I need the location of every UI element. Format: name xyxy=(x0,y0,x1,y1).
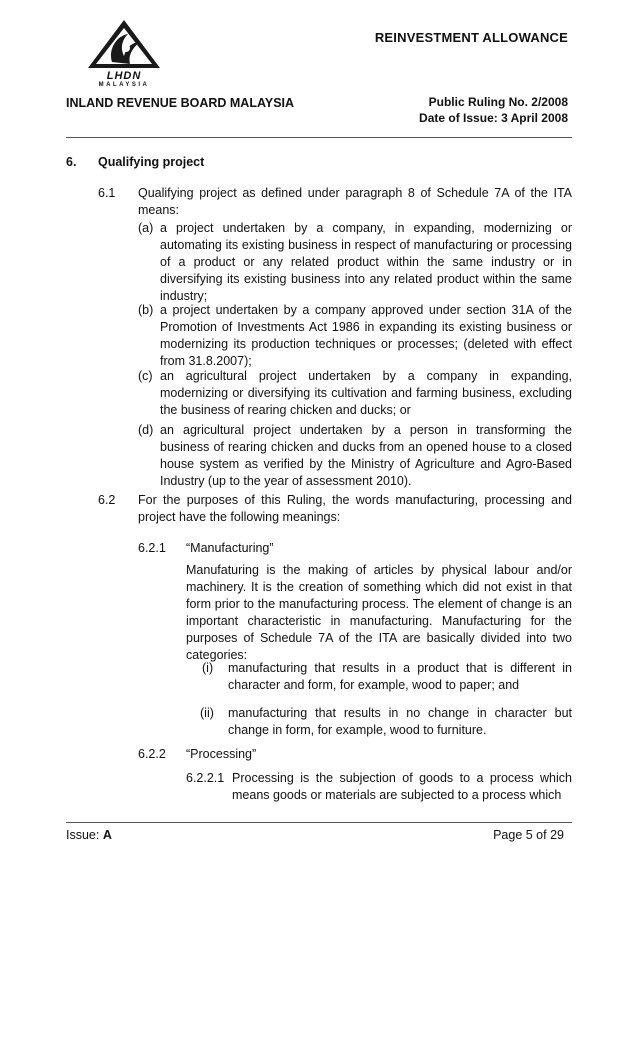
subsubsection-number: 6.2.2.1 xyxy=(186,771,225,785)
logo-emblem-icon xyxy=(86,18,162,76)
header-divider xyxy=(66,137,572,138)
logo-subtext: MALAYSIA xyxy=(98,82,150,88)
list-item-text: an agricultural project undertaken by a company in expanding, modernizing or diversifying its cultivation and farming business, excluding the business of rearing chicken and ducks; or xyxy=(160,369,572,417)
subsection-number: 6.2.2 xyxy=(138,747,166,761)
paragraph-number: 6.2 xyxy=(98,493,116,507)
subsection-title: “Processing” xyxy=(186,747,257,761)
logo-text: LHDN xyxy=(106,70,142,82)
lhdn-logo xyxy=(86,18,162,88)
list-item-label: (a) xyxy=(138,221,154,235)
page-number: Page 5 of 29 xyxy=(493,828,564,842)
paragraph-text: Qualifying project as defined under paragraph 8 of Schedule 7A of the ITA means: xyxy=(138,186,572,217)
subsubsection-text: Processing is the subjection of goods to a process which means goods or materials are subjected to a process which xyxy=(232,771,572,802)
footer-divider xyxy=(66,822,572,823)
document-title: REINVESTMENT ALLOWANCE xyxy=(374,30,568,45)
issue-date: Date of Issue: 3 April 2008 xyxy=(419,111,568,125)
subsection-text: Manufaturing is the making of articles by physical labour and/or machinery. It is the creation of something which did not exist in that form prior to the manufacturing process. The element of change is an important characteristic in manufacturing. Manufacturing for the purposes of Schedule 7A of the ITA are basically divided into two categories: xyxy=(186,563,572,662)
list-item-text: manufacturing that results in no change in character but change in form, for example, wood to furniture. xyxy=(228,706,572,737)
organization-name: INLAND REVENUE BOARD MALAYSIA xyxy=(66,96,295,110)
ruling-number: Public Ruling No. 2/2008 xyxy=(428,95,568,109)
list-item-text: manufacturing that results in a product that is different in character and form, for example, wood to paper; and xyxy=(228,661,572,692)
list-item-text: a project undertaken by a company approved under section 31A of the Promotion of Investments Act 1986 in expanding its existing business or modernizing its production techniques or processes; (deleted with effect from 31.8.2007); xyxy=(160,303,572,368)
list-item-label: (b) xyxy=(138,303,154,317)
subsection-number: 6.2.1 xyxy=(138,541,166,555)
list-item-label: (ii) xyxy=(200,706,214,720)
list-item-text: a project undertaken by a company, in expanding, modernizing or automating its existing business in respect of manufacturing or processing of a product or any related product within the same industry or in diversifying its existing business into any related product within the same industry; xyxy=(160,221,572,303)
paragraph-text: For the purposes of this Ruling, the words manufacturing, processing and project have the following meanings: xyxy=(138,493,572,524)
section-title: Qualifying project xyxy=(98,155,205,169)
subsection-title: “Manufacturing” xyxy=(186,541,274,555)
list-item-text: an agricultural project undertaken by a person in transforming the business of rearing chicken and ducks from an opened house to a closed house system as verified by the Ministry of Agriculture and Agro-Based Industry (up to the year of assessment 2010). xyxy=(160,423,572,488)
list-item-label: (i) xyxy=(202,661,214,675)
section-number: 6. xyxy=(66,155,77,169)
list-item-label: (d) xyxy=(138,423,154,437)
ruling-info xyxy=(419,94,568,126)
issue-value: A xyxy=(102,828,112,842)
footer-issue xyxy=(66,828,112,842)
list-item-label: (c) xyxy=(138,369,153,383)
issue-label: Issue: xyxy=(66,828,103,842)
paragraph-number: 6.1 xyxy=(98,186,116,200)
